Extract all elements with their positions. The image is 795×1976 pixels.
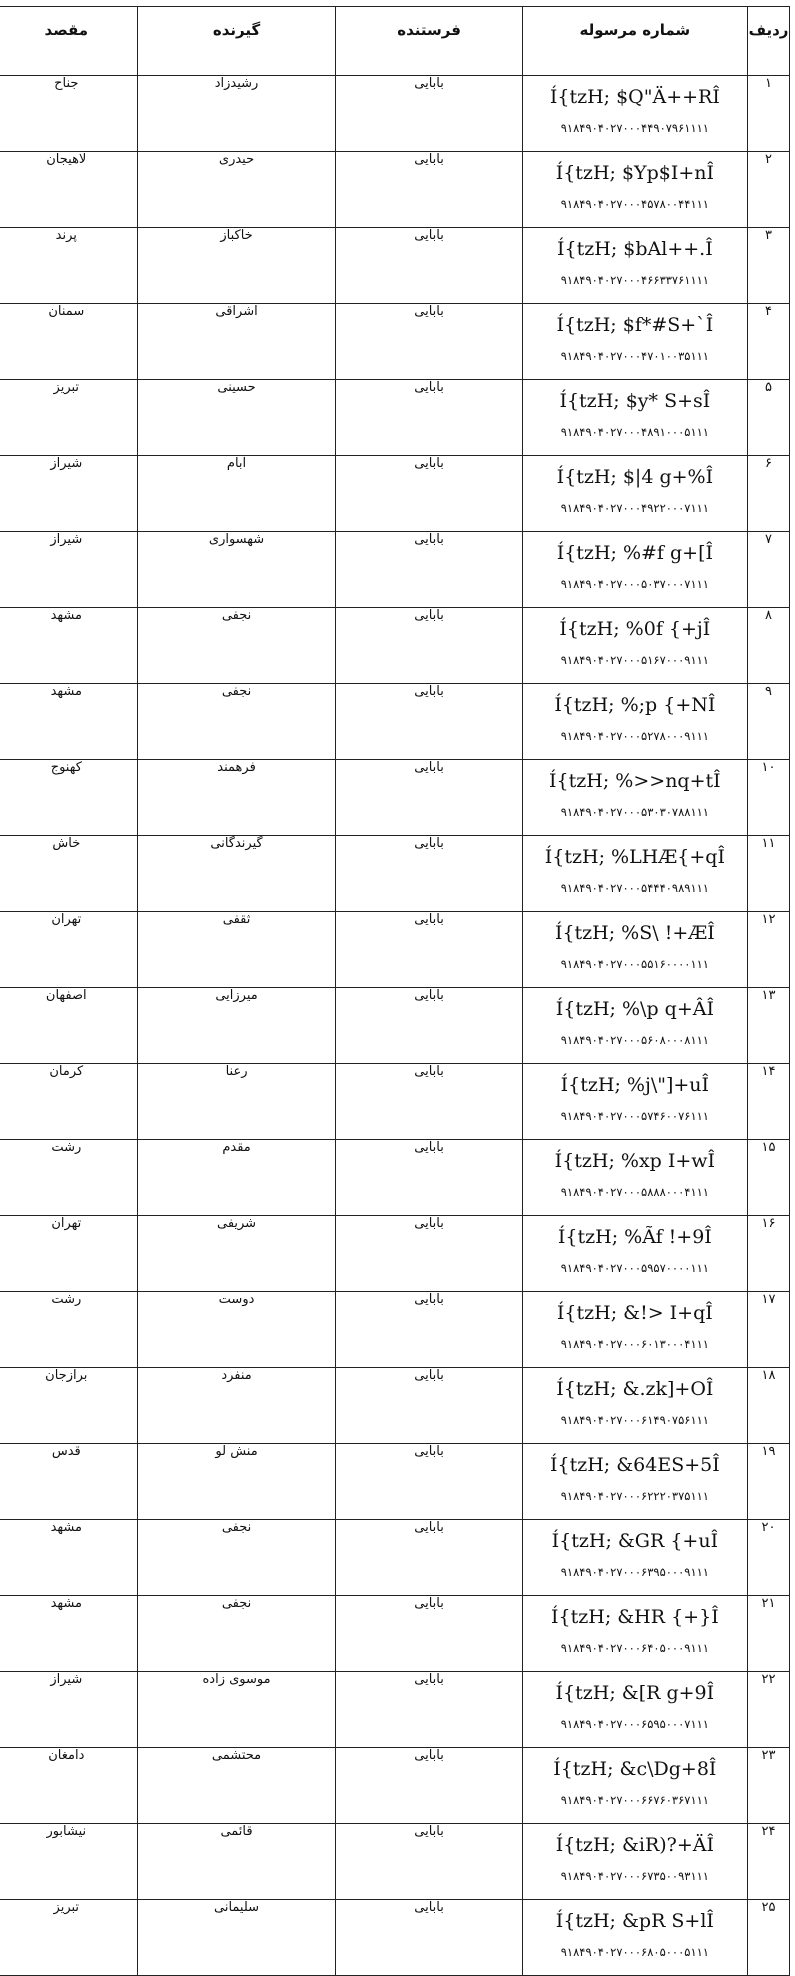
table-row xyxy=(0,228,790,304)
shipment-code-cell xyxy=(522,1368,747,1444)
destination-city: تهران xyxy=(0,912,137,988)
barcode-text: Í{tzH; $bAl++.Î xyxy=(557,238,713,260)
sender-name: بابایی xyxy=(336,1292,522,1368)
table-row xyxy=(0,760,790,836)
table-row xyxy=(0,988,790,1064)
table-row xyxy=(0,1824,790,1900)
barcode-text: Í{tzH; %\p q+ÂÎ xyxy=(555,998,714,1020)
table-row xyxy=(0,76,790,152)
shipment-table xyxy=(0,6,790,1976)
sender-name: بابایی xyxy=(336,988,522,1064)
table-row xyxy=(0,1292,790,1368)
sender-name: بابایی xyxy=(336,1216,522,1292)
receiver-name: مقدم xyxy=(137,1140,336,1216)
barcode-text: Í{tzH; %0f {+jÎ xyxy=(559,618,711,640)
destination-city: برازجان xyxy=(0,1368,137,1444)
row-index: ۱۰ xyxy=(748,760,790,836)
sender-name: بابایی xyxy=(336,456,522,532)
row-index: ۱۱ xyxy=(748,836,790,912)
shipment-code-cell xyxy=(522,988,747,1064)
destination-city: نیشابور xyxy=(0,1824,137,1900)
header-code: شماره مرسوله xyxy=(522,7,747,76)
table-row xyxy=(0,1368,790,1444)
destination-city: مشهد xyxy=(0,684,137,760)
barcode-text: Í{tzH; $Yp$I+nÎ xyxy=(555,162,715,184)
sender-name: بابایی xyxy=(336,304,522,380)
sender-name: بابایی xyxy=(336,684,522,760)
tracking-number: ۹۱۸۴۹۰۴۰۲۷۰۰۰۴۷۰۱۰۰۳۵۱۱۱ xyxy=(560,349,709,363)
barcode-text: Í{tzH; &c\Dg+8Î xyxy=(553,1758,717,1780)
receiver-name: سلیمانی xyxy=(137,1900,336,1976)
shipment-code-cell xyxy=(522,1824,747,1900)
table-row xyxy=(0,532,790,608)
receiver-name: رشیدزاد xyxy=(137,76,336,152)
header-sender: فرستنده xyxy=(336,7,522,76)
sender-name: بابایی xyxy=(336,1748,522,1824)
tracking-number: ۹۱۸۴۹۰۴۰۲۷۰۰۰۴۸۹۱۰۰۰۵۱۱۱ xyxy=(560,425,709,439)
row-index: ۸ xyxy=(748,608,790,684)
header-receiver: گیرنده xyxy=(137,7,336,76)
table-row xyxy=(0,1596,790,1672)
row-index: ۹ xyxy=(748,684,790,760)
barcode-text: Í{tzH; &!> I+qÎ xyxy=(556,1302,713,1324)
sender-name: بابایی xyxy=(336,1824,522,1900)
barcode-text: Í{tzH; %S\ !+ÆÎ xyxy=(554,922,715,944)
receiver-name: حیدری xyxy=(137,152,336,228)
destination-city: لاهیجان xyxy=(0,152,137,228)
destination-city: مشهد xyxy=(0,1520,137,1596)
receiver-name: شریفی xyxy=(137,1216,336,1292)
tracking-number: ۹۱۸۴۹۰۴۰۲۷۰۰۰۴۴۹۰۷۹۶۱۱۱۱ xyxy=(560,121,709,135)
table-row xyxy=(0,1444,790,1520)
row-index: ۲۳ xyxy=(748,1748,790,1824)
table-row xyxy=(0,1140,790,1216)
destination-city: دامغان xyxy=(0,1748,137,1824)
barcode-text: Í{tzH; $|4 g+%Î xyxy=(556,466,714,488)
sender-name: بابایی xyxy=(336,228,522,304)
tracking-number: ۹۱۸۴۹۰۴۰۲۷۰۰۰۶۸۰۵۰۰۰۵۱۱۱ xyxy=(560,1945,709,1959)
row-index: ۷ xyxy=(748,532,790,608)
barcode-text: Í{tzH; &[R g+9Î xyxy=(555,1682,715,1704)
shipment-code-cell xyxy=(522,1900,747,1976)
row-index: ۱۵ xyxy=(748,1140,790,1216)
barcode-text: Í{tzH; %#f g+[Î xyxy=(556,542,713,564)
shipment-code-cell xyxy=(522,1292,747,1368)
tracking-number: ۹۱۸۴۹۰۴۰۲۷۰۰۰۶۱۴۹۰۷۵۶۱۱۱ xyxy=(560,1413,709,1427)
receiver-name: دوست xyxy=(137,1292,336,1368)
header-row xyxy=(0,7,790,76)
tracking-number: ۹۱۸۴۹۰۴۰۲۷۰۰۰۵۶۰۸۰۰۰۸۱۱۱ xyxy=(560,1033,709,1047)
destination-city: رشت xyxy=(0,1292,137,1368)
sender-name: بابایی xyxy=(336,1368,522,1444)
row-index: ۱۶ xyxy=(748,1216,790,1292)
destination-city: سمنان xyxy=(0,304,137,380)
shipment-code-cell xyxy=(522,836,747,912)
sender-name: بابایی xyxy=(336,1444,522,1520)
row-index: ۱۲ xyxy=(748,912,790,988)
row-index: ۳ xyxy=(748,228,790,304)
tracking-number: ۹۱۸۴۹۰۴۰۲۷۰۰۰۵۲۷۸۰۰۰۹۱۱۱ xyxy=(560,729,709,743)
receiver-name: ثقفی xyxy=(137,912,336,988)
receiver-name: منش لو xyxy=(137,1444,336,1520)
sender-name: بابایی xyxy=(336,1596,522,1672)
shipment-code-cell xyxy=(522,1140,747,1216)
tracking-number: ۹۱۸۴۹۰۴۰۲۷۰۰۰۶۶۷۶۰۳۶۷۱۱۱ xyxy=(560,1793,709,1807)
receiver-name: نجفی xyxy=(137,1520,336,1596)
receiver-name: فرهمند xyxy=(137,760,336,836)
destination-city: رشت xyxy=(0,1140,137,1216)
table-row xyxy=(0,1520,790,1596)
row-index: ۱۳ xyxy=(748,988,790,1064)
row-index: ۱۷ xyxy=(748,1292,790,1368)
tracking-number: ۹۱۸۴۹۰۴۰۲۷۰۰۰۴۵۷۸۰۰۴۴۱۱۱ xyxy=(560,197,709,211)
barcode-text: Í{tzH; %LHÆ{+qÎ xyxy=(544,846,725,868)
table-row xyxy=(0,1064,790,1140)
destination-city: پرند xyxy=(0,228,137,304)
shipment-code-cell xyxy=(522,152,747,228)
header-index: ردیف xyxy=(748,7,790,76)
tracking-number: ۹۱۸۴۹۰۴۰۲۷۰۰۰۵۱۶۷۰۰۰۹۱۱۱ xyxy=(560,653,709,667)
shipment-code-cell xyxy=(522,684,747,760)
table-body xyxy=(0,76,790,1976)
sender-name: بابایی xyxy=(336,532,522,608)
table-row xyxy=(0,1672,790,1748)
destination-city: تهران xyxy=(0,1216,137,1292)
sender-name: بابایی xyxy=(336,1672,522,1748)
destination-city: شیراز xyxy=(0,456,137,532)
row-index: ۲ xyxy=(748,152,790,228)
row-index: ۲۱ xyxy=(748,1596,790,1672)
shipment-code-cell xyxy=(522,76,747,152)
barcode-text: Í{tzH; %xp I+wÎ xyxy=(554,1150,716,1172)
barcode-text: Í{tzH; $Q"Ä++RÎ xyxy=(549,86,720,108)
row-index: ۱ xyxy=(748,76,790,152)
barcode-text: Í{tzH; %;p {+NÎ xyxy=(554,694,716,716)
receiver-name: اشراقی xyxy=(137,304,336,380)
tracking-number: ۹۱۸۴۹۰۴۰۲۷۰۰۰۵۳۰۳۰۷۸۸۱۱۱ xyxy=(560,805,709,819)
row-index: ۵ xyxy=(748,380,790,456)
table-row xyxy=(0,684,790,760)
destination-city: تبریز xyxy=(0,1900,137,1976)
shipment-code-cell xyxy=(522,1520,747,1596)
receiver-name: میرزایی xyxy=(137,988,336,1064)
barcode-text: Í{tzH; &iR)?+ÄÎ xyxy=(555,1834,714,1856)
shipment-code-cell xyxy=(522,532,747,608)
shipment-code-cell xyxy=(522,760,747,836)
tracking-number: ۹۱۸۴۹۰۴۰۲۷۰۰۰۵۴۴۴۰۹۸۹۱۱۱ xyxy=(560,881,709,895)
receiver-name: منفرد xyxy=(137,1368,336,1444)
tracking-number: ۹۱۸۴۹۰۴۰۲۷۰۰۰۵۵۱۶۰۰۰۰۱۱۱ xyxy=(560,957,709,971)
sender-name: بابایی xyxy=(336,152,522,228)
barcode-text: Í{tzH; $y* S+sÎ xyxy=(559,390,711,412)
tracking-number: ۹۱۸۴۹۰۴۰۲۷۰۰۰۴۹۲۲۰۰۰۷۱۱۱ xyxy=(560,501,709,515)
tracking-number: ۹۱۸۴۹۰۴۰۲۷۰۰۰۵۰۳۷۰۰۰۷۱۱۱ xyxy=(560,577,709,591)
destination-city: مشهد xyxy=(0,1596,137,1672)
tracking-number: ۹۱۸۴۹۰۴۰۲۷۰۰۰۶۷۳۵۰۰۹۳۱۱۱ xyxy=(560,1869,709,1883)
barcode-text: Í{tzH; &HR {+}Î xyxy=(551,1606,719,1628)
shipment-code-cell xyxy=(522,1064,747,1140)
row-index: ۱۸ xyxy=(748,1368,790,1444)
shipment-code-cell xyxy=(522,1672,747,1748)
row-index: ۱۹ xyxy=(748,1444,790,1520)
sender-name: بابایی xyxy=(336,1520,522,1596)
destination-city: جناح xyxy=(0,76,137,152)
destination-city: اصفهان xyxy=(0,988,137,1064)
row-index: ۶ xyxy=(748,456,790,532)
tracking-number: ۹۱۸۴۹۰۴۰۲۷۰۰۰۶۵۹۵۰۰۰۷۱۱۱ xyxy=(560,1717,709,1731)
tracking-number: ۹۱۸۴۹۰۴۰۲۷۰۰۰۵۹۵۷۰۰۰۰۱۱۱ xyxy=(560,1261,709,1275)
table-row xyxy=(0,836,790,912)
tracking-number: ۹۱۸۴۹۰۴۰۲۷۰۰۰۴۶۶۳۳۷۶۱۱۱۱ xyxy=(560,273,709,287)
table-row xyxy=(0,152,790,228)
destination-city: شیراز xyxy=(0,1672,137,1748)
row-index: ۲۴ xyxy=(748,1824,790,1900)
sender-name: بابایی xyxy=(336,1140,522,1216)
tracking-number: ۹۱۸۴۹۰۴۰۲۷۰۰۰۵۸۸۸۰۰۰۴۱۱۱ xyxy=(560,1185,709,1199)
barcode-text: Í{tzH; &64ES+5Î xyxy=(549,1454,720,1476)
receiver-name: رعنا xyxy=(137,1064,336,1140)
row-index: ۲۵ xyxy=(748,1900,790,1976)
tracking-number: ۹۱۸۴۹۰۴۰۲۷۰۰۰۶۰۱۳۰۰۰۴۱۱۱ xyxy=(560,1337,709,1351)
table-row xyxy=(0,456,790,532)
row-index: ۴ xyxy=(748,304,790,380)
receiver-name: محتشمی xyxy=(137,1748,336,1824)
header-destination: مقصد xyxy=(0,7,137,76)
shipment-code-cell xyxy=(522,1748,747,1824)
shipment-code-cell xyxy=(522,304,747,380)
shipment-code-cell xyxy=(522,1596,747,1672)
destination-city: شیراز xyxy=(0,532,137,608)
tracking-number: ۹۱۸۴۹۰۴۰۲۷۰۰۰۶۳۹۵۰۰۰۹۱۱۱ xyxy=(560,1565,709,1579)
sender-name: بابایی xyxy=(336,836,522,912)
table-row xyxy=(0,304,790,380)
sender-name: بابایی xyxy=(336,912,522,988)
sender-name: بابایی xyxy=(336,76,522,152)
sender-name: بابایی xyxy=(336,1064,522,1140)
receiver-name: قائمی xyxy=(137,1824,336,1900)
sender-name: بابایی xyxy=(336,380,522,456)
destination-city: مشهد xyxy=(0,608,137,684)
row-index: ۱۴ xyxy=(748,1064,790,1140)
shipment-code-cell xyxy=(522,228,747,304)
table-row xyxy=(0,380,790,456)
destination-city: تبریز xyxy=(0,380,137,456)
receiver-name: خاکباز xyxy=(137,228,336,304)
receiver-name: نجفی xyxy=(137,684,336,760)
shipment-code-cell xyxy=(522,456,747,532)
receiver-name: آبام xyxy=(137,456,336,532)
tracking-number: ۹۱۸۴۹۰۴۰۲۷۰۰۰۵۷۴۶۰۰۷۶۱۱۱ xyxy=(560,1109,709,1123)
destination-city: خاش xyxy=(0,836,137,912)
barcode-text: Í{tzH; %j\"]+uÎ xyxy=(560,1074,710,1096)
receiver-name: شهسواری xyxy=(137,532,336,608)
receiver-name: موسوی زاده xyxy=(137,1672,336,1748)
receiver-name: گیرندگانی xyxy=(137,836,336,912)
destination-city: کرمان xyxy=(0,1064,137,1140)
tracking-number: ۹۱۸۴۹۰۴۰۲۷۰۰۰۶۴۰۵۰۰۰۹۱۱۱ xyxy=(560,1641,709,1655)
table-row xyxy=(0,912,790,988)
barcode-text: Í{tzH; &GR {+uÎ xyxy=(551,1530,719,1552)
destination-city: قدس xyxy=(0,1444,137,1520)
shipment-code-cell xyxy=(522,1444,747,1520)
tracking-number: ۹۱۸۴۹۰۴۰۲۷۰۰۰۶۲۲۲۰۳۷۵۱۱۱ xyxy=(560,1489,709,1503)
receiver-name: نجفی xyxy=(137,608,336,684)
receiver-name: نجفی xyxy=(137,1596,336,1672)
barcode-text: Í{tzH; &pR S+lÎ xyxy=(555,1910,714,1932)
receiver-name: حسینی xyxy=(137,380,336,456)
table-row xyxy=(0,1216,790,1292)
sender-name: بابایی xyxy=(336,608,522,684)
shipment-code-cell xyxy=(522,1216,747,1292)
barcode-text: Í{tzH; $f*#S+`Î xyxy=(556,314,714,336)
table-row xyxy=(0,1900,790,1976)
shipment-code-cell xyxy=(522,912,747,988)
table-row xyxy=(0,1748,790,1824)
table-row xyxy=(0,608,790,684)
sender-name: بابایی xyxy=(336,1900,522,1976)
barcode-text: Í{tzH; &.zk]+OÎ xyxy=(556,1378,714,1400)
row-index: ۲۲ xyxy=(748,1672,790,1748)
barcode-text: Í{tzH; %Ãf !+9Î xyxy=(557,1226,712,1248)
destination-city: کهنوج xyxy=(0,760,137,836)
shipment-code-cell xyxy=(522,608,747,684)
barcode-text: Í{tzH; %>>nq+tÎ xyxy=(549,770,721,792)
shipment-code-cell xyxy=(522,380,747,456)
row-index: ۲۰ xyxy=(748,1520,790,1596)
sender-name: بابایی xyxy=(336,760,522,836)
